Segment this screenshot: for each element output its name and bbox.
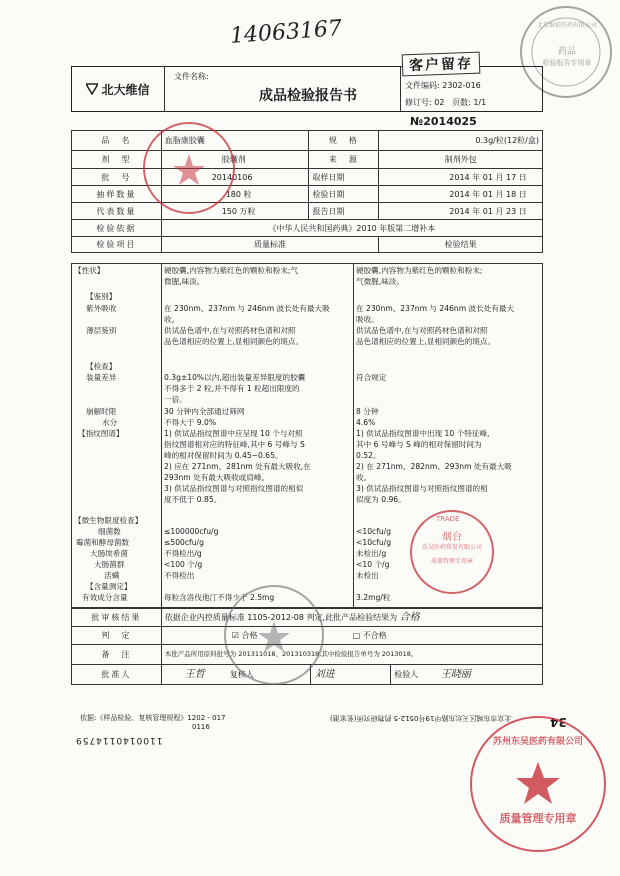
std-line: 在 230nm、237nm 与 246nm 波长处有最大吸 xyxy=(164,304,330,313)
file-no: 2302-016 xyxy=(442,81,481,90)
std-line: 30 分钟内全部通过筛网 xyxy=(164,407,245,416)
item-checks: 【检查】 xyxy=(86,362,117,371)
res-line: 符合规定 xyxy=(356,373,387,382)
batch-value: 20140106 xyxy=(161,169,309,186)
std-line: 微腥,味淡。 xyxy=(164,277,205,286)
divider-2 xyxy=(353,264,354,607)
pass-label: 合格 xyxy=(241,631,258,640)
reviewer-label: 复核人 xyxy=(229,670,254,679)
file-no-row xyxy=(405,80,481,91)
file-name-label: 文件名称: xyxy=(174,72,209,81)
item-ecoli: 大肠埃希菌 xyxy=(90,549,128,558)
qa-ring-text: 苏州东吴医药有限公司 xyxy=(492,737,583,747)
std-line: 硬胶囊,内容物为紫红色的颗粒和粉末;气 xyxy=(164,266,299,275)
stamp-line-3: 检验报告专用章 xyxy=(542,59,592,67)
conclusion-text: 依据企业内控质量标准 1105-2012-08 判定,此批产品检验结果为 xyxy=(164,613,398,622)
yantai-text: 烟台 xyxy=(442,532,462,543)
item-identification: 【鉴别】 xyxy=(86,292,117,301)
res-line: 似度为 0.96。 xyxy=(356,495,406,504)
report-no: 2014025 xyxy=(423,115,477,128)
res-line: 硬胶囊,内容物为紫红色的颗粒和粉末; xyxy=(356,266,483,275)
test-date-value: 2014 年 01 月 18 日 xyxy=(379,186,543,203)
res-line: 3) 供试品指纹图谱与对照指纹图谱的相 xyxy=(356,484,488,493)
approver-signature: 王哲 xyxy=(184,669,205,680)
std-line: ≤100000cfu/g xyxy=(164,527,219,536)
remark-text: 本批产品所用原料批号为 201311018、201310318,其中检验报告单号为 2013018。 xyxy=(161,645,542,665)
basis-value: 《中华人民共和国药典》2010 年版第二增补本 xyxy=(161,220,542,237)
doc-title: 成品检验报告书 xyxy=(259,88,357,104)
qa-star-icon xyxy=(472,718,604,850)
sample-qty-label: 抽样数量 xyxy=(72,186,162,203)
std-line: 3) 供试品指纹图谱与对照指纹图谱的相似 xyxy=(164,484,304,493)
res-line: 品色谱相应的位置上,显相同颜色的斑点。 xyxy=(356,337,496,346)
sample-date-label: 取样日期 xyxy=(309,169,379,186)
std-line: 不得大于 9.0% xyxy=(164,418,217,427)
rev-row xyxy=(405,97,486,108)
footer-code: 0116 xyxy=(192,723,210,731)
res-line: <10cfu/g xyxy=(356,538,392,547)
handwritten-number: 14063167 xyxy=(229,16,343,49)
gray-star-icon xyxy=(226,587,322,683)
std-line: 峰的相对保留时间为 0.45~0.65。 xyxy=(164,451,283,460)
std-line: 2) 应在 271nm、281nm 处有最大吸收,在 xyxy=(164,462,311,471)
logo-triangle-icon xyxy=(86,83,98,95)
rev-no: 02 xyxy=(434,98,445,107)
page-code: 34 xyxy=(550,715,567,729)
judge-label: 判 定 xyxy=(72,627,162,645)
batch-label: 批 号 xyxy=(72,169,162,186)
logo-text: 北大维信 xyxy=(101,82,150,97)
standard-head: 质量标准 xyxy=(161,237,379,253)
test-date-label: 检验日期 xyxy=(309,186,379,203)
item-uv: 紫外吸收 xyxy=(86,304,117,313)
res-line: 在 230nm、237nm 与 246nm 波长处有最大 xyxy=(356,304,515,313)
spec-value: 0.3g/粒(12粒/盒) xyxy=(379,131,543,151)
res-line: 3.2mg/粒 xyxy=(356,593,391,602)
std-line: <100 个/g xyxy=(164,560,203,569)
info-table xyxy=(71,130,543,253)
source-value: 制剂外包 xyxy=(379,151,543,169)
pass-checkbox-icon: ☑ xyxy=(231,631,239,640)
std-line: 收。 xyxy=(164,315,180,324)
item-disintegration: 崩解时限 xyxy=(86,407,117,416)
product-label: 品 名 xyxy=(72,131,162,151)
item-head: 检验项目 xyxy=(72,237,162,253)
item-mold: 霉菌和酵母菌数 xyxy=(76,538,130,547)
report-no-prefix: № xyxy=(410,115,424,128)
fail-label: 不合格 xyxy=(362,631,387,640)
trade-stamp-text: TRADE xyxy=(436,515,460,523)
res-line: <10 个/g xyxy=(356,560,390,569)
basis-label: 检验依据 xyxy=(72,220,162,237)
res-line: 供试品色谱中,在与对照药材色谱和对照 xyxy=(356,326,488,335)
res-line: 8 分钟 xyxy=(356,407,379,416)
inspector-label: 检验人 xyxy=(394,670,419,679)
std-line: 供试品色谱中,在与对照药材色谱和对照 xyxy=(164,326,296,335)
conclusion-label: 批审核结果 xyxy=(72,609,162,627)
remark-label: 备 注 xyxy=(72,645,162,665)
conclusion-cell xyxy=(161,609,542,627)
item-fill-weight: 装量差异 xyxy=(86,373,117,382)
stamp-line-1: 北京维信医药有限公司 xyxy=(536,22,597,29)
source-label: 来 源 xyxy=(309,151,379,169)
res-line: 0.52。 xyxy=(356,451,381,460)
res-line: 4.6% xyxy=(356,418,376,427)
star-icon xyxy=(145,124,233,212)
judge-cell xyxy=(161,627,542,645)
report-date-label: 报告日期 xyxy=(309,203,379,220)
center-gray-stamp xyxy=(224,585,324,685)
footer-left: 依据:《样品检验、复核管理规程》1202 - 017 xyxy=(80,714,226,722)
report-number xyxy=(410,115,477,128)
rep-qty-label: 代表数量 xyxy=(72,203,162,220)
inspector-cell xyxy=(391,665,543,685)
page-label: 页数: xyxy=(452,98,471,107)
std-line: 品色谱相应的位置上,显相同颜色的斑点。 xyxy=(164,337,304,346)
std-line: 每粒含洛伐他汀不得少于 2.5mg xyxy=(164,593,275,602)
form-label: 剂 型 xyxy=(72,151,162,169)
left-red-stamp xyxy=(143,122,235,214)
res-line: 未检出/g xyxy=(356,549,387,558)
res-line: 其中 6 号峰与 S 峰的相对保留时间为 xyxy=(356,440,482,449)
item-assay: 【含量测定】 xyxy=(86,582,132,591)
reviewer-cell xyxy=(311,665,391,685)
std-line: 0.3g±10%以内,超出装量差异限度的胶囊 xyxy=(164,373,306,382)
rep-qty-value: 150 万粒 xyxy=(161,203,309,220)
yantai-sub: 质量管理专用章 xyxy=(430,558,473,565)
inspector-signature: 王晓丽 xyxy=(440,669,471,680)
std-line: 不得多于 2 粒,并不得有 1 粒超出限度的 xyxy=(164,384,300,393)
std-line: 指纹图谱相对应的特征峰,其中 6 号峰与 S xyxy=(164,440,305,449)
item-coliform: 大肠菌群 xyxy=(94,560,125,569)
std-line: 不得检出/g xyxy=(164,549,202,558)
divider-1 xyxy=(161,264,162,607)
file-no-label: 文件编码: xyxy=(405,81,440,90)
item-micro: 【微生物限度检查】 xyxy=(74,516,143,525)
std-line: ≤500cfu/g xyxy=(164,538,204,547)
res-line: 收。 xyxy=(356,473,372,482)
item-appearance: 【性状】 xyxy=(74,266,105,275)
std-line: 293nm 处有最大吸收或肩峰。 xyxy=(164,473,270,482)
product-value: 血脂康胶囊 xyxy=(161,131,309,151)
rev-label: 修订号: xyxy=(405,98,432,107)
res-line: 未检出 xyxy=(356,571,379,580)
item-fingerprint: 【指纹图谱】 xyxy=(78,429,124,438)
item-tlc: 薄层鉴别 xyxy=(86,326,117,335)
fail-checkbox-icon: □ xyxy=(352,631,361,640)
logo xyxy=(72,67,165,111)
page-no: 1/1 xyxy=(473,98,487,107)
std-line: 1) 供试品指纹图谱中应呈现 10 个与对照 xyxy=(164,429,303,438)
res-line: 气微腥,味淡。 xyxy=(356,277,404,286)
res-line: 吸收。 xyxy=(356,315,379,324)
qa-center-text: 质量管理专用章 xyxy=(499,812,577,825)
std-line: 度不低于 0.85。 xyxy=(164,495,222,504)
res-line: 1) 供试品指纹图谱中出现 10 个特征峰, xyxy=(356,429,490,438)
reviewer-signature: 刘进 xyxy=(314,669,335,680)
item-content: 有效成分含量 xyxy=(82,593,128,602)
res-line: 2) 在 271nm、282nm、293nm 处有最大吸 xyxy=(356,462,512,471)
std-line: 一倍。 xyxy=(164,395,187,404)
std-line: 不得检出 xyxy=(164,571,195,580)
spec-label: 规 格 xyxy=(309,131,379,151)
item-bacteria: 细菌数 xyxy=(98,527,121,536)
item-water: 水分 xyxy=(102,418,118,427)
item-mites: 活螨 xyxy=(104,571,120,580)
sample-date-value: 2014 年 01 月 17 日 xyxy=(379,169,543,186)
stamp-line-2: 药品 xyxy=(557,47,576,57)
yantai-ring-text: 东吴医药贸易有限公司 xyxy=(421,544,482,551)
copy-stamp: 客户留存 xyxy=(402,52,481,77)
footer-mirror-text: 北京市东城区天坛东路甲19号0512-5 药物研究所(张家港) xyxy=(330,714,512,722)
qa-stamp xyxy=(470,716,606,852)
form-value: 胶囊剂 xyxy=(161,151,309,169)
approver-label: 批准人 xyxy=(72,665,162,685)
report-date-value: 2014 年 01 月 23 日 xyxy=(379,203,543,220)
res-line: <10cfu/g xyxy=(356,527,392,536)
sample-qty-value: 180 粒 xyxy=(161,186,309,203)
conclusion-result: 合格 xyxy=(399,612,420,623)
result-head: 检验结果 xyxy=(379,237,543,253)
barcode-number: 1100140114759 xyxy=(75,735,163,745)
